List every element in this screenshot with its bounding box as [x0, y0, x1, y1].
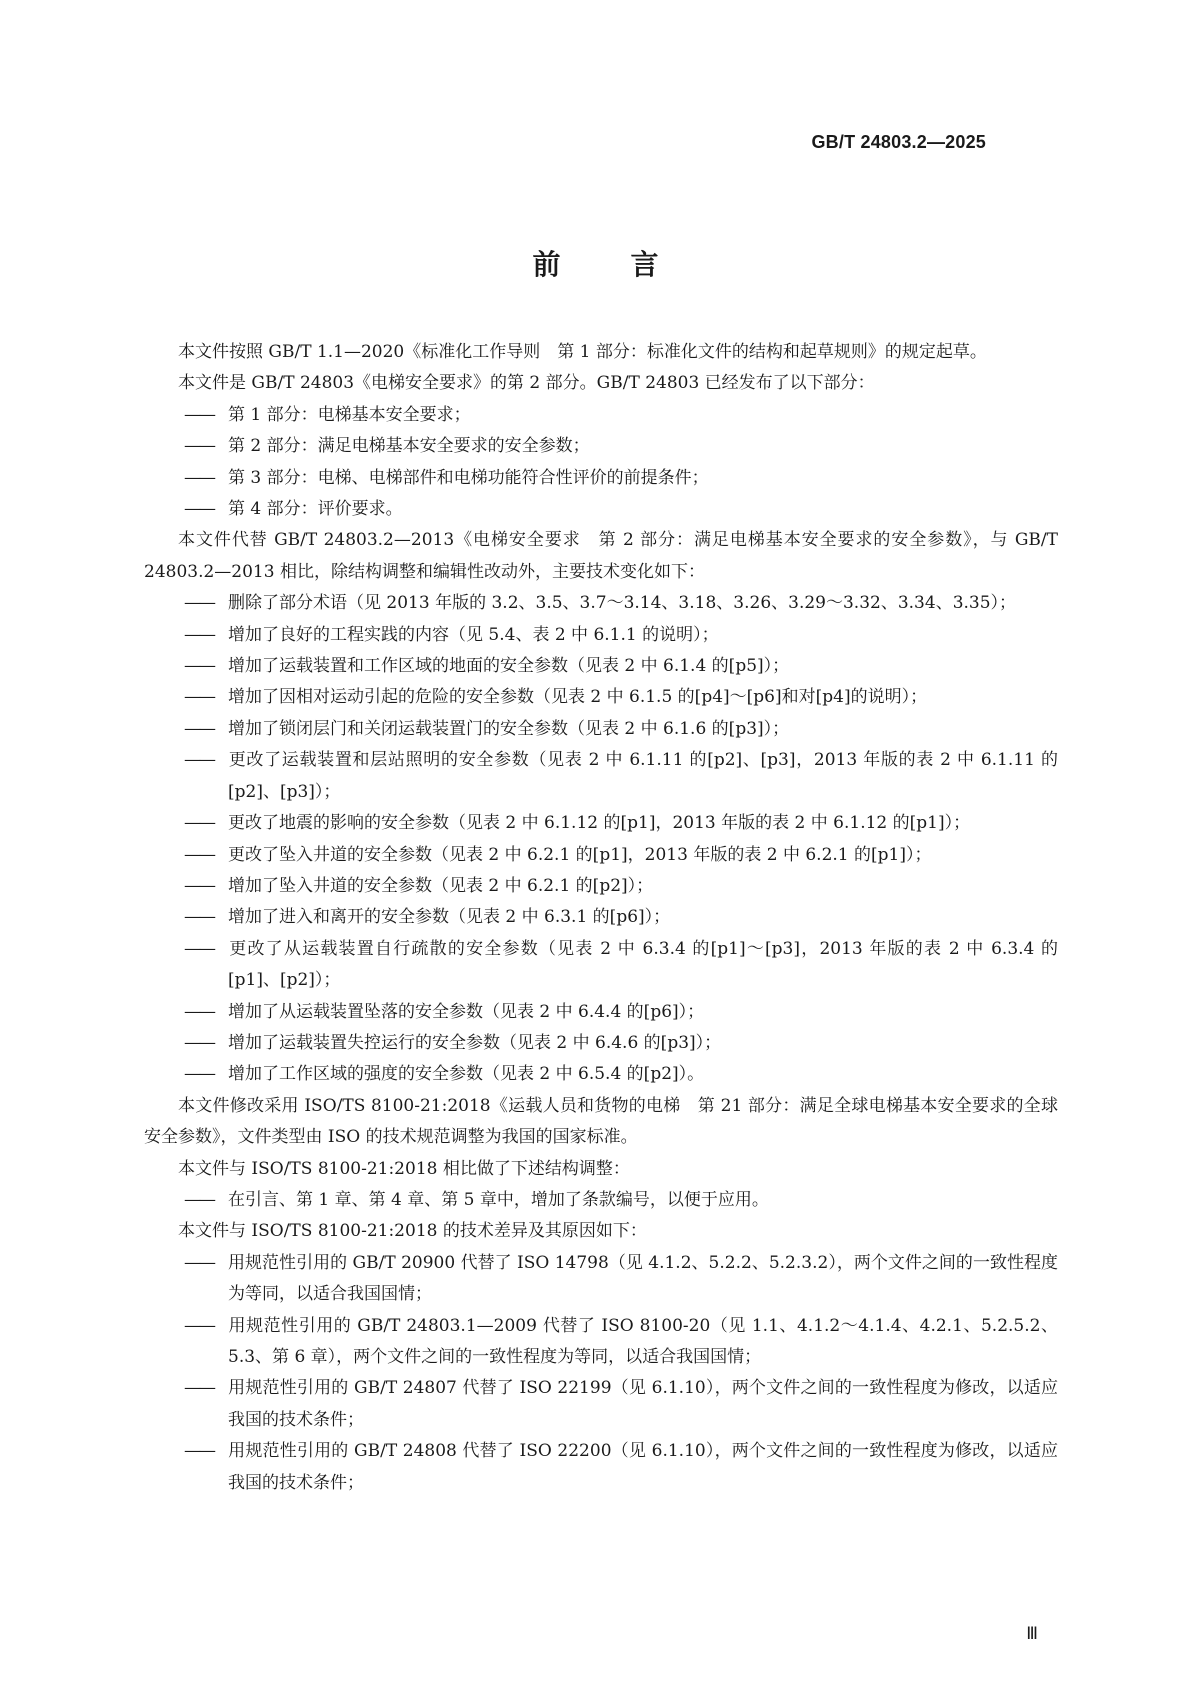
paragraph-series-intro: 本文件是 GB/T 24803《电梯安全要求》的第 2 部分。GB/T 24803 已经发布了以下部分：	[178, 373, 875, 394]
list-item	[144, 620, 1058, 651]
dash-marker: ——	[184, 1064, 214, 1085]
differences-list	[144, 1248, 1058, 1499]
list-item-text: 增加了进入和离开的安全参数（见表 2 中 6.3.1 的[p6]）；	[228, 907, 671, 928]
list-item-text: 第 3 部分：电梯、电梯部件和电梯功能符合性评价的前提条件；	[228, 467, 709, 488]
list-item	[144, 808, 1058, 839]
dash-marker: ——	[184, 593, 214, 614]
list-item-text: 用规范性引用的 GB/T 24803.1—2009 代替了 ISO 8100-20（见 1.1、4.1.2～4.1.4、4.2.1、5.2.5.2、5.3、第 6 章），两个文件之间的一致性程度为等同，以适合我国国情；	[228, 1315, 1058, 1367]
list-item-text: 增加了运载装置和工作区域的地面的安全参数（见表 2 中 6.1.4 的[p5]）；	[228, 656, 790, 677]
list-item-text: 增加了运载装置失控运行的安全参数（见表 2 中 6.4.6 的[p3]）；	[228, 1032, 722, 1053]
dash-marker: ——	[184, 467, 214, 488]
list-item-text: 在引言、第 1 章、第 4 章、第 5 章中，增加了条款编号，以便于应用。	[228, 1189, 769, 1210]
list-item	[144, 902, 1058, 933]
dash-marker: ——	[184, 938, 214, 959]
list-item-text: 更改了从运载装置自行疏散的安全参数（见表 2 中 6.3.4 的[p1]～[p3]，2013 年版的表 2 中 6.3.4 的[p1]、[p2]）；	[228, 938, 1058, 991]
list-item-text: 第 4 部分：评价要求。	[228, 499, 403, 520]
list-item-text: 更改了运载装置和层站照明的安全参数（见表 2 中 6.1.11 的[p2]、[p3]，2013 年版的表 2 中 6.1.11 的[p2]、[p3]）；	[228, 750, 1058, 802]
list-item-text: 删除了部分术语（见 2013 年版的 3.2、3.5、3.7～3.14、3.18、3.26、3.29～3.32、3.34、3.35）；	[228, 593, 1017, 614]
list-item	[144, 714, 1058, 745]
dash-marker: ——	[184, 1441, 214, 1462]
list-item	[144, 840, 1058, 871]
list-item	[144, 997, 1058, 1028]
list-item-text: 增加了工作区域的强度的安全参数（见表 2 中 6.5.4 的[p2]）。	[228, 1064, 705, 1085]
list-item-text: 增加了锁闭层门和关闭运载装置门的安全参数（见表 2 中 6.1.6 的[p3]）；	[228, 718, 790, 739]
changes-list	[144, 588, 1058, 1091]
dash-marker: ——	[184, 1189, 214, 1210]
dash-marker: ——	[184, 1001, 214, 1022]
paragraph-adoption: 本文件修改采用 ISO/TS 8100-21:2018《运载人员和货物的电梯 第 21 部分：满足全球电梯基本安全要求的全球安全参数》，文件类型由 ISO 的技术规范调整为我国的国家标准。	[144, 1095, 1058, 1148]
dash-marker: ——	[184, 624, 214, 645]
parts-list	[144, 400, 1058, 526]
list-item	[144, 651, 1058, 682]
list-item	[144, 682, 1058, 713]
list-item-text: 第 1 部分：电梯基本安全要求；	[228, 404, 471, 425]
list-item-text: 用规范性引用的 GB/T 24807 代替了 ISO 22199（见 6.1.10），两个文件之间的一致性程度为修改，以适应我国的技术条件；	[228, 1378, 1058, 1430]
page-number: Ⅲ	[1026, 1624, 1038, 1643]
dash-marker: ——	[184, 813, 214, 834]
list-item	[144, 1311, 1058, 1374]
list-item-text: 第 2 部分：满足电梯基本安全要求的安全参数；	[228, 436, 590, 457]
list-item-text: 增加了坠入井道的安全参数（见表 2 中 6.2.1 的[p2]）；	[228, 875, 654, 896]
dash-marker: ——	[184, 436, 214, 457]
paragraph-structure-changes: 本文件与 ISO/TS 8100-21:2018 相比做了下述结构调整：	[178, 1158, 630, 1179]
list-item	[144, 463, 1058, 494]
list-item	[144, 934, 1058, 997]
list-item	[144, 588, 1058, 619]
list-item	[144, 431, 1058, 462]
dash-marker: ——	[184, 404, 214, 425]
dash-marker: ——	[184, 1032, 214, 1053]
dash-marker: ——	[184, 656, 214, 677]
dash-marker: ——	[184, 907, 214, 928]
list-item	[144, 1028, 1058, 1059]
list-item	[144, 400, 1058, 431]
list-item	[144, 745, 1058, 808]
list-item	[144, 1248, 1058, 1311]
page-title-part2: 言	[630, 248, 659, 281]
dash-marker: ——	[184, 875, 214, 896]
list-item	[144, 494, 1058, 525]
list-item	[144, 1059, 1058, 1090]
dash-marker: ——	[184, 1378, 214, 1399]
page-title-part1: 前	[532, 248, 561, 281]
dash-marker: ——	[184, 718, 214, 739]
paragraph-drafting-rules: 本文件按照 GB/T 1.1—2020《标准化工作导则 第 1 部分：标准化文件的结构和起草规则》的规定起草。	[178, 342, 987, 362]
list-item	[144, 871, 1058, 902]
standard-code: GB/T 24803.2—2025	[811, 132, 986, 152]
paragraph-technical-differences: 本文件与 ISO/TS 8100-21:2018 的技术差异及其原因如下：	[178, 1221, 647, 1242]
dash-marker: ——	[184, 499, 214, 520]
list-item-text: 更改了坠入井道的安全参数（见表 2 中 6.2.1 的[p1]，2013 年版的表 2 中 6.2.1 的[p1]）；	[228, 844, 932, 865]
dash-marker: ——	[184, 844, 214, 865]
list-item-text: 增加了因相对运动引起的危险的安全参数（见表 2 中 6.1.5 的[p4]～[p6]和对[p4]的说明）；	[228, 687, 928, 708]
list-item	[144, 1373, 1058, 1436]
paragraph-replaces: 本文件代替 GB/T 24803.2—2013《电梯安全要求 第 2 部分：满足电梯基本安全要求的安全参数》，与 GB/T 24803.2—2013 相比，除结构调整和编辑性改动外，主要技术变化如下：	[144, 530, 1058, 582]
dash-marker: ——	[184, 750, 214, 771]
dash-marker: ——	[184, 1315, 214, 1336]
list-item-text: 用规范性引用的 GB/T 24808 代替了 ISO 22200（见 6.1.10），两个文件之间的一致性程度为修改，以适应我国的技术条件；	[228, 1441, 1058, 1493]
document-body	[144, 337, 1058, 1499]
list-item-text: 增加了从运载装置坠落的安全参数（见表 2 中 6.4.4 的[p6]）；	[228, 1001, 705, 1022]
dash-marker: ——	[184, 1252, 214, 1273]
structure-list	[144, 1185, 1058, 1216]
list-item	[144, 1436, 1058, 1499]
dash-marker: ——	[184, 687, 214, 708]
list-item-text: 用规范性引用的 GB/T 20900 代替了 ISO 14798（见 4.1.2、5.2.2、5.2.3.2），两个文件之间的一致性程度为等同，以适合我国国情；	[228, 1252, 1058, 1305]
list-item-text: 增加了良好的工程实践的内容（见 5.4、表 2 中 6.1.1 的说明）；	[228, 624, 719, 645]
list-item-text: 更改了地震的影响的安全参数（见表 2 中 6.1.12 的[p1]，2013 年版的表 2 中 6.1.12 的[p1]）；	[228, 813, 971, 834]
page-title	[0, 243, 1191, 283]
list-item	[144, 1185, 1058, 1216]
